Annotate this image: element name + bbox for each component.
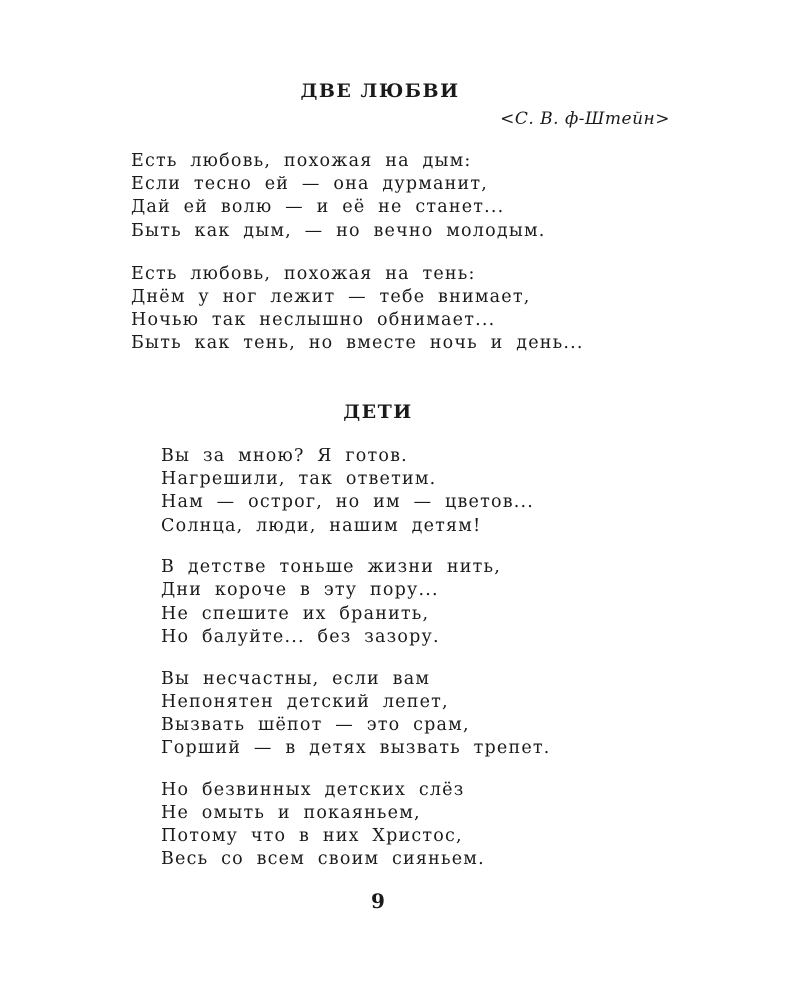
poem-title-children: ДЕТИ bbox=[343, 401, 413, 423]
verse-line: Вызвать шёпот — это срам, bbox=[161, 714, 470, 735]
verse-line: Непонятен детский лепет, bbox=[161, 691, 449, 712]
verse-line: Быть как тень, но вместе ночь и день... bbox=[131, 333, 584, 354]
stanza bbox=[161, 445, 551, 538]
stanza bbox=[161, 779, 551, 872]
verse-line: Есть любовь, похожая на тень: bbox=[131, 263, 476, 284]
page-number: 9 bbox=[371, 889, 385, 913]
verse-line: В детстве тоньше жизни нить, bbox=[161, 557, 501, 578]
verse-line: Весь со всем своим сияньем. bbox=[161, 849, 485, 870]
verse-line: Но балуйте... без зазору. bbox=[161, 626, 440, 647]
stanza bbox=[161, 556, 551, 649]
stanza bbox=[131, 263, 584, 356]
poem-dedication: <С. В. ф-Штейн> bbox=[500, 109, 670, 129]
verse-line: Дни короче в эту пору... bbox=[161, 580, 439, 601]
poem-title-two-loves: ДВЕ ЛЮБВИ bbox=[300, 80, 460, 102]
stanza bbox=[131, 150, 584, 243]
verse-line: Днём у ног лежит — тебе внимает, bbox=[131, 286, 531, 307]
verse-line: Если тесно ей — она дурманит, bbox=[131, 174, 489, 195]
stanza bbox=[161, 668, 551, 761]
verse-line: Не спешите их бранить, bbox=[161, 603, 430, 624]
verse-line: Не омыть и покаяньем, bbox=[161, 802, 421, 823]
poem-two-loves bbox=[131, 150, 584, 356]
poem-children bbox=[161, 445, 551, 872]
verse-line: Потому что в них Христос, bbox=[161, 826, 463, 847]
verse-line: Ночью так неслышно обнимает... bbox=[131, 310, 496, 331]
verse-line: Вы за мною? Я готов. bbox=[161, 446, 408, 466]
verse-line: Вы несчастны, если вам bbox=[161, 668, 431, 689]
verse-line: Нам — острог, но им — цветов... bbox=[161, 492, 535, 513]
verse-line: Дай ей волю — и её не станет... bbox=[131, 197, 505, 218]
verse-line: Быть как дым, — но вечно молодым. bbox=[131, 220, 546, 241]
verse-line: Солнца, люди, нашим детям! bbox=[161, 515, 482, 536]
verse-line: Но безвинных детских слёз bbox=[161, 779, 465, 800]
verse-line: Есть любовь, похожая на дым: bbox=[131, 151, 472, 171]
verse-line: Нагрешили, так ответим. bbox=[161, 469, 437, 490]
verse-line: Горший — в детях вызвать трепет. bbox=[161, 738, 551, 759]
